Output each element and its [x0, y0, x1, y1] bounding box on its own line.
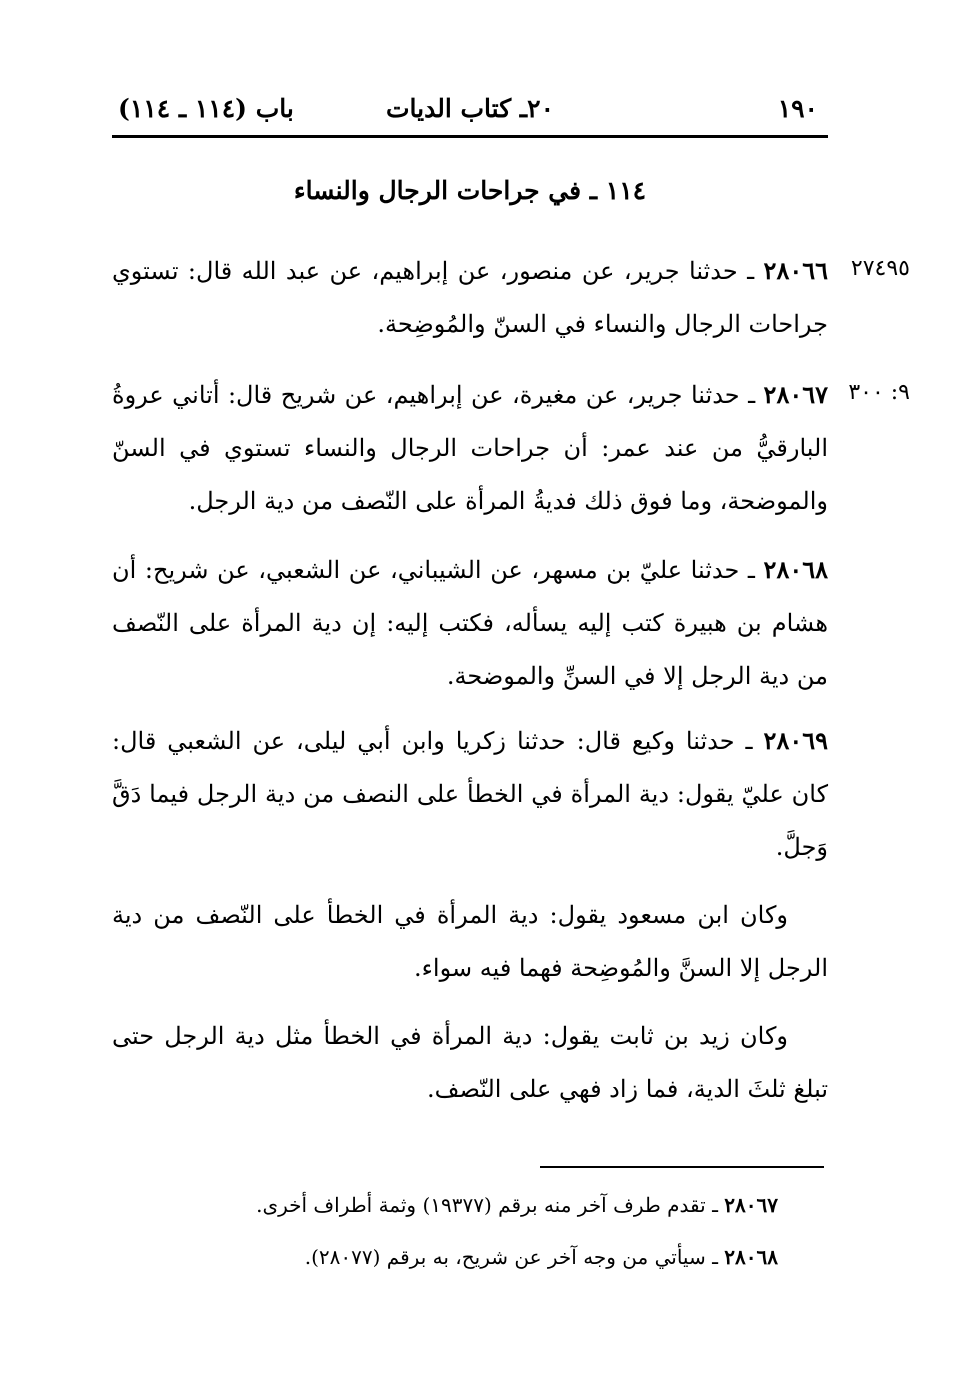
section-title: ١١٤ ـ في جراحات الرجال والنساء	[293, 176, 647, 205]
hadith-text: ـ حدثنا عليّ بن مسهر، عن الشيباني، عن الشعبي، عن شريح: أن هشام بن هبيرة كتب إليه يسأله، فكتب إليه: إن دية المرأة على النّصف من دية الرجل إلا في السنِّ والموضحة.	[112, 556, 828, 690]
paragraph: وكان ابن مسعود يقول: دية المرأة في الخطأ على النّصف من دية الرجل إلا السنَّ والمُوضِحة فهما فيه سواء.	[112, 901, 828, 982]
hadith-text: ـ حدثنا وكيع قال: حدثنا زكريا وابن أبي ليلى، عن الشعبي قال: كان عليّ يقول: دية المرأة في الخطأ على النصف من دية الرجل فيما دَقَّ وَجلَّ.	[112, 727, 828, 861]
hadith-paragraph	[112, 543, 828, 703]
hadith-number: ٢٨٠٦٩	[763, 726, 828, 755]
hadith-paragraph	[112, 244, 828, 351]
margin-note-cross-ref: ٢٧٤٩٥	[850, 256, 910, 281]
hadith-paragraph	[112, 368, 828, 528]
hadith-text: ـ حدثنا جرير، عن مغيرة، عن إبراهيم، عن شريح قال: أتاني عروةُ البارقيُّ من عند عمر: أن جراحات الرجال والنساء تستوي في السنّ والموضحة، وما فوق ذلك فديةُ المرأة على النّصف من دية الرجل.	[112, 381, 828, 515]
paragraph: وكان زيد بن ثابت يقول: دية المرأة في الخطأ مثل دية الرجل حتى تبلغ ثلثَ الدية، فما زاد فهي على النّصف.	[112, 1022, 828, 1103]
hadith-number: ٢٨٠٦٦	[763, 256, 828, 285]
footnote-number: ٢٨٠٦٨	[724, 1245, 778, 1269]
header-rule	[112, 135, 828, 138]
footnote-text: ـ سيأتي من وجه آخر عن شريح، به برقم (٢٨٠٧٧).	[304, 1245, 725, 1269]
footnote-rule	[540, 1166, 824, 1168]
hadith-number: ٢٨٠٦٧	[763, 380, 828, 409]
margin-note-cross-ref: ٩: ٣٠٠	[848, 380, 910, 405]
hadith-number: ٢٨٠٦٨	[763, 555, 828, 584]
running-header	[112, 94, 828, 130]
chapter-range: باب (١١٤ ـ ١١٤)	[118, 94, 294, 123]
hadith-paragraph	[112, 714, 828, 874]
hadith-text: ـ حدثنا جرير، عن منصور، عن إبراهيم، عن عبد الله قال: تستوي جراحات الرجال والنساء في السنّ والمُوضِحة.	[112, 257, 828, 338]
footnote	[112, 1190, 778, 1220]
footnote-number: ٢٨٠٦٧	[724, 1193, 778, 1217]
book-title: ٢٠ـ كتاب الديات	[386, 94, 554, 123]
footnote-text: ـ تقدم طرف آخر منه برقم (١٩٣٧٧) وثمة أطراف أخرى.	[256, 1193, 725, 1217]
page-number: ١٩٠	[777, 94, 818, 123]
footnote	[112, 1242, 778, 1272]
